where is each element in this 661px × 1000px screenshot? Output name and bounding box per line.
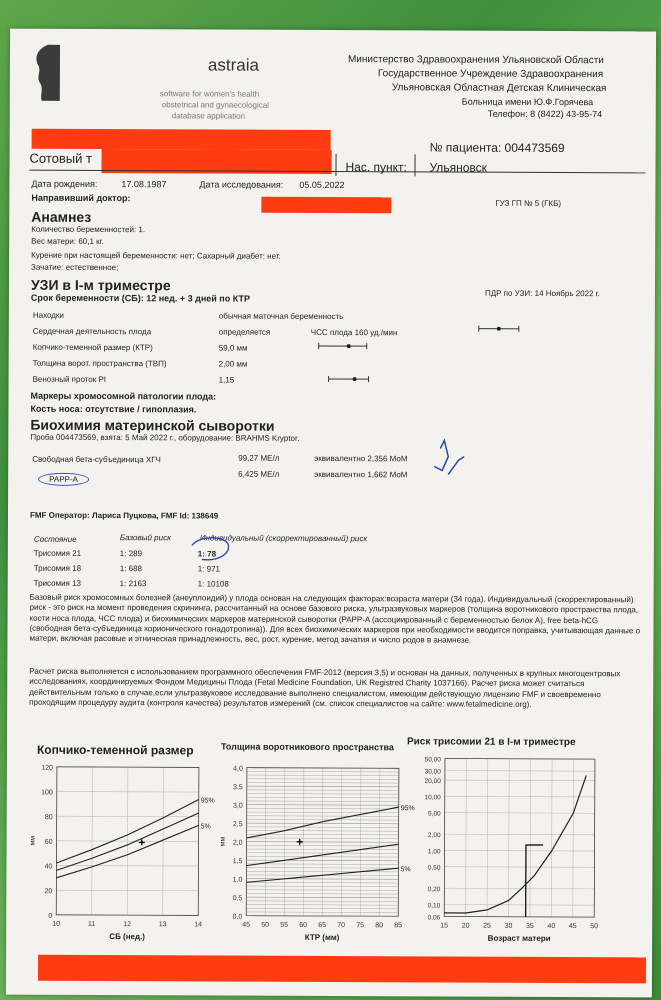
exam-date-label: Дата исследования: bbox=[199, 179, 284, 190]
y-tick-label: 10,00 bbox=[424, 794, 441, 802]
x-tick-label: 70 bbox=[337, 922, 346, 930]
series-label: 95% bbox=[400, 805, 415, 813]
patient-point bbox=[139, 839, 145, 845]
us-row-label: Копчико-теменной размер (КТР) bbox=[32, 342, 153, 353]
y-tick-label: 2,00 bbox=[427, 832, 441, 840]
y-tick-label: 0,0 bbox=[232, 913, 243, 921]
us-row-value: обычная маточная беременность bbox=[218, 311, 344, 322]
x-tick-label: 65 bbox=[318, 921, 327, 929]
phone-label: Сотовый т bbox=[29, 150, 93, 166]
crl-range-bar bbox=[319, 343, 367, 349]
y-tick-label: 1,00 bbox=[427, 848, 441, 856]
estimated-due-date: ПДР по УЗИ: 14 Ноябрь 2022 г. bbox=[484, 288, 600, 299]
fmf-operator: FMF Оператор: Лариса Пуцкова, FMF Id: 138649 bbox=[29, 510, 219, 521]
x-tick-label: 25 bbox=[483, 922, 491, 930]
x-axis-label: СБ (нед.) bbox=[109, 932, 146, 942]
doctor-label: Направивший доктор: bbox=[31, 192, 131, 204]
astraia-logo-icon bbox=[28, 43, 62, 103]
x-tick-label: 40 bbox=[547, 922, 556, 930]
us-row-value: 59,0 мм bbox=[218, 343, 248, 353]
series-label: 5% bbox=[400, 866, 411, 874]
biochem-row-value: 6,425 МЕ/л bbox=[238, 469, 280, 479]
x-tick-label: 30 bbox=[504, 922, 513, 930]
y-tick-label: 20 bbox=[44, 888, 53, 896]
gestational-term: Срок беременности (СБ): 12 нед. + 3 дней по КТР bbox=[30, 292, 251, 304]
patient-id bbox=[430, 140, 565, 155]
anamnesis-title: Анамнез bbox=[31, 208, 92, 225]
y-tick-label: 1,5 bbox=[232, 858, 243, 866]
x-tick-label: 15 bbox=[440, 922, 449, 930]
y-axis-label: мм bbox=[219, 836, 227, 847]
chart-title-t21: Риск трисомии 21 в I-м триместре bbox=[406, 736, 576, 749]
risk-row-name: Трисомия 13 bbox=[33, 578, 82, 588]
range-indicators bbox=[309, 320, 539, 391]
dob-label: Дата рождения: bbox=[31, 178, 98, 189]
grid-line bbox=[444, 867, 594, 868]
risk-row-individual: 1: 78 bbox=[197, 549, 217, 559]
city-value: Ульяновск bbox=[429, 160, 487, 175]
dob-value: 17.08.1987 bbox=[121, 179, 167, 190]
anamnesis-line: Курение при настоящей беременности: нет; Сахарный диабет: нет. bbox=[31, 250, 281, 261]
x-tick-label: 85 bbox=[394, 922, 403, 930]
grid-line bbox=[445, 771, 595, 772]
venous-duct-range-bar bbox=[329, 376, 369, 382]
biochem-row-label: Свободная бета-субъединица ХГЧ bbox=[32, 454, 161, 465]
x-tick-label: 50 bbox=[590, 923, 599, 931]
exam-date-value: 05.05.2022 bbox=[299, 179, 345, 191]
us-row-label: Толщина ворот. пространства (ТВП) bbox=[32, 358, 167, 369]
y-tick-label: 50,00 bbox=[424, 756, 441, 764]
org-line-1: Министерство Здравоохранения Ульяновской Области bbox=[347, 54, 604, 67]
anamnesis-line: Количество беременностей: 1. bbox=[31, 224, 146, 235]
grid-line bbox=[92, 767, 93, 915]
y-tick-label: 4,0 bbox=[233, 765, 243, 773]
biochem-title: Биохимия материнской сыворотки bbox=[30, 416, 275, 434]
anamnesis-line: Вес матери: 60,1 кг. bbox=[31, 236, 104, 247]
papp-a-label: PAPP-A bbox=[38, 473, 89, 486]
y-axis-label: мм bbox=[29, 835, 37, 846]
grid-line bbox=[444, 904, 594, 905]
risk-col-individual: Индивидуальный (скорректированный) риск bbox=[199, 533, 368, 544]
y-tick-label: 1,0 bbox=[232, 876, 243, 884]
x-tick-label: 20 bbox=[461, 922, 470, 930]
y-tick-label: 0,50 bbox=[427, 864, 441, 872]
x-axis-label: КТР (мм) bbox=[304, 932, 340, 943]
crl-chart bbox=[14, 755, 215, 956]
risk-explanation-text: Базовый риск хромосомных болезней (анеуплоидий) у плода основан на следующих факторах:возраста матери (34 года). Индивидуальный (скорректированный) риск - это риск на момент проведения скрининга, рассчитанный на основе базового риска, ультразвуковых маркеров (толщина воротникового пространства плода, кости носа плода, ЧСС плода) и биохимических маркеров материнской сыворотки (PAPP-A (ассоциированный с беременностью белок А), free beta-hCG (свободная бета-субъединица хорионического гонадотропина)). Для всех биохимических маркеров при необходимости вводится поправка, учитывающая данные о матери, включая расовые и этническая принадлежность, вес, рост, курение, метод зачатия и число родов в анамнезе. bbox=[29, 592, 641, 645]
grid-line bbox=[444, 888, 594, 889]
y-tick-label: 5,00 bbox=[428, 810, 441, 818]
grid-line bbox=[445, 796, 595, 797]
us-row-extra: ЧСС плода 160 уд./мин bbox=[310, 327, 398, 338]
handwritten-checkmark-icon bbox=[428, 430, 478, 480]
nt-chart bbox=[216, 754, 417, 955]
y-tick-label: 0,06 bbox=[427, 914, 441, 922]
y-tick-label: 2,5 bbox=[232, 821, 243, 829]
risk-row-individual: 1: 971 bbox=[197, 564, 221, 574]
risk-row-base: 1: 289 bbox=[119, 549, 143, 559]
us-row-label: Сердечная деятельность плода bbox=[32, 326, 152, 337]
y-tick-label: 3,5 bbox=[233, 784, 243, 792]
risk-col-condition: Состояние bbox=[33, 534, 77, 544]
y-tick-label: 40 bbox=[44, 863, 53, 871]
y-tick-label: 0,5 bbox=[232, 895, 243, 903]
grid-line bbox=[445, 850, 595, 851]
chart-title-crl: Копчико-теменной размер bbox=[36, 742, 194, 758]
nasal-bone-finding: Кость носа: отсутствие / гипоплазия. bbox=[30, 403, 197, 415]
x-tick-label: 12 bbox=[123, 921, 132, 929]
risk-row-base: 1: 2163 bbox=[119, 579, 147, 589]
y-tick-label: 0,10 bbox=[427, 902, 441, 910]
risk-col-base: Базовый риск bbox=[119, 533, 171, 543]
y-tick-label: 0 bbox=[48, 912, 53, 920]
grid-line bbox=[573, 759, 574, 917]
x-tick-label: 60 bbox=[299, 921, 308, 929]
org-line-3: Ульяновская Областная Детская Клиническая bbox=[391, 82, 607, 95]
x-tick-label: 45 bbox=[568, 923, 577, 931]
y-tick-label: 2,0 bbox=[232, 839, 243, 847]
grid-line bbox=[445, 813, 595, 814]
ultrasound-title: УЗИ в I-м триместре bbox=[30, 276, 171, 294]
x-tick-label: 13 bbox=[158, 921, 167, 929]
plot-frame bbox=[444, 758, 595, 917]
t21-risk-chart bbox=[398, 748, 599, 955]
risk-row-name: Трисомия 18 bbox=[33, 563, 82, 573]
us-row-label: Венозный проток PI bbox=[32, 374, 107, 385]
x-tick-label: 14 bbox=[194, 921, 203, 929]
x-tick-label: 11 bbox=[88, 920, 96, 928]
software-disclaimer-text: Расчет риска выполняется с использованием программного обеспечения FMF-2012 (версия 3,5) и основан на данных, полученных в крупных многоцентровых исследованиях, координируемых Фондом Медицины Плода (Fetal Medicine Foundation, UK Registred Charity 1037166). Расчет риска может считаться действительным только в случае,если ультразвуковое исследование выполнено специалистом, имеющим действующую лицензию FMF и своевременно проходящим процедуру аудита (контроля качества) результатов измерений (см. список специалистов на сайте: www.fetalmedicine.org). bbox=[29, 666, 621, 709]
heart-rate-range-bar bbox=[479, 326, 519, 332]
city-label: Нас. пункт: bbox=[345, 160, 407, 175]
patient-id-value: 004473569 bbox=[504, 140, 565, 156]
report-page bbox=[6, 29, 656, 998]
y-tick-label: 100 bbox=[41, 789, 53, 797]
biochem-row-eq: эквивалентно 1,662 МоМ bbox=[314, 469, 408, 480]
y-tick-label: 3,0 bbox=[232, 802, 243, 810]
y-tick-label: 30,00 bbox=[424, 768, 441, 776]
x-axis-label: Возраст матери bbox=[487, 933, 551, 943]
x-tick-label: 50 bbox=[261, 921, 270, 929]
us-row-value: определяется bbox=[218, 327, 271, 337]
grid-line bbox=[445, 780, 595, 781]
markers-title: Маркеры хромосомной патологии плода: bbox=[30, 390, 217, 402]
risk-row-base: 1: 688 bbox=[119, 564, 143, 574]
grid-line bbox=[445, 834, 595, 835]
logo-tagline-3: database application bbox=[171, 111, 246, 121]
logo-tagline-1: software for women's health bbox=[159, 89, 260, 99]
risk-row-individual: 1: 10108 bbox=[197, 579, 229, 589]
redaction-doctor bbox=[261, 197, 391, 214]
x-tick-label: 55 bbox=[280, 921, 289, 929]
redaction-footer bbox=[38, 955, 646, 984]
divider bbox=[335, 154, 336, 176]
grid-line bbox=[127, 767, 128, 915]
risk-row-name: Трисомия 21 bbox=[33, 548, 82, 558]
probe-line: Проба 004473569, взята: 5 Май 2022 г., оборудование: BRAHMS Kryptor. bbox=[30, 432, 300, 443]
patient-point bbox=[297, 839, 303, 845]
y-tick-label: 20,00 bbox=[424, 777, 441, 786]
y-tick-label: 0,20 bbox=[427, 886, 441, 894]
redaction-name bbox=[32, 129, 331, 150]
org-line-4: Больница имени Ю.Ф.Горячева bbox=[461, 96, 594, 108]
grid-line bbox=[163, 767, 164, 915]
grid-line bbox=[487, 759, 488, 917]
x-tick-label: 10 bbox=[52, 920, 61, 928]
divider bbox=[414, 154, 415, 176]
patient-id-label: № пациента: bbox=[429, 140, 502, 155]
x-tick-label: 75 bbox=[356, 922, 365, 930]
biochem-row-eq: эквивалентно 2,356 МоМ bbox=[314, 453, 408, 464]
y-tick-label: 120 bbox=[41, 764, 53, 772]
series-label: 5% bbox=[200, 823, 211, 831]
us-row-label: Находки bbox=[32, 310, 64, 320]
logo-name: astraia bbox=[207, 55, 260, 75]
x-tick-label: 35 bbox=[525, 922, 534, 930]
y-tick-label: 60 bbox=[44, 838, 53, 846]
grid-line bbox=[551, 759, 552, 917]
logo-tagline-2: obstetrical and gynaecological bbox=[161, 100, 269, 110]
y-tick-label: 80 bbox=[44, 814, 53, 822]
handwritten-circle-icon bbox=[188, 529, 238, 569]
us-row-value: 1,15 bbox=[218, 375, 235, 385]
chart-title-nt: Толщина воротникового пространства bbox=[220, 741, 394, 753]
us-row-value: 2,00 мм bbox=[218, 359, 248, 369]
org-phone: Телефон: 8 (8422) 43-95-74 bbox=[487, 108, 603, 120]
x-tick-label: 45 bbox=[242, 921, 251, 929]
biochem-row-value: 99,27 МЕ/л bbox=[238, 453, 280, 463]
grid-line bbox=[466, 759, 467, 917]
anamnesis-line: Зачатие: естественное; bbox=[31, 262, 119, 273]
series-label: 95% bbox=[200, 797, 215, 805]
x-tick-label: 80 bbox=[375, 922, 384, 930]
org-line-2: Государственное Учреждение Здравоохранения bbox=[377, 68, 604, 81]
grid-line bbox=[509, 759, 510, 917]
grid-line bbox=[530, 759, 531, 917]
clinic-name: ГУЗ ГП № 5 (ГКБ) bbox=[495, 198, 562, 209]
